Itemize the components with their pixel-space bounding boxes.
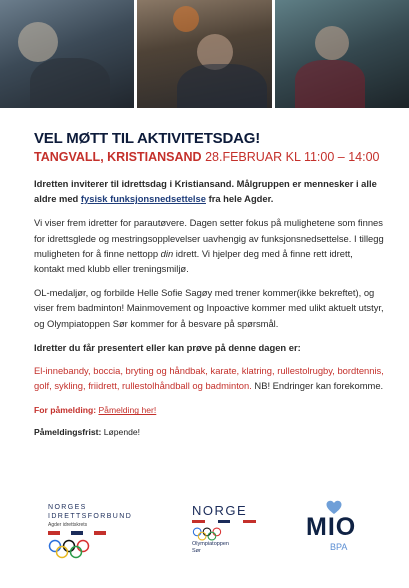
nif-logo: NORGES IDRETTSFORBUND Agder idrettskrets <box>48 504 138 564</box>
photo-wheelchair-rugby <box>275 0 409 108</box>
photo-basketball-player <box>137 0 271 108</box>
sports-list: El-innebandy, boccia, bryting og håndbak, karate, klatring, rullestolrugby, bordtennis, golf, sykling, friidrett, rullestolhåndball og badminton. NB! Endringer kan forekomme. <box>34 365 384 392</box>
event-date: 28.FEBRUAR KL 11:00 – 14:00 <box>201 150 380 164</box>
changes-note: NB! Endringer kan forekomme. <box>251 380 384 392</box>
norwegian-flag-stripe <box>48 531 106 535</box>
guests-paragraph: OL-medaljør, og forbilde Helle Sofie Sagøy med trener kommer(ikke bekreftet), og viser frem badminton! Mainmovement og Inpoactive kommer med ulikt aktuelt utstyr, og Olympiatoppen Sør kommer for å besvare på spørsmål. <box>34 287 384 329</box>
norwegian-flag-stripe <box>192 520 256 523</box>
intro-paragraph: Idretten inviterer til idrettsdag i Kristiansand. Målgruppen er mennesker i alle aldre med fysisk funksjonsnedsettelse fra hele Agder. <box>34 178 377 205</box>
mio-bpa-logo: MIO BPA <box>300 500 378 572</box>
signup-link[interactable]: Påmelding her! <box>98 405 157 416</box>
event-location-date <box>34 149 384 166</box>
target-group-highlight: fysisk funksjonsnedsettelse <box>80 193 206 205</box>
photo-wheelchair-athlete <box>0 0 134 108</box>
olympiatoppen-logo: NORGE Olympiatoppen Sør <box>192 504 262 564</box>
deadline-line: Påmeldingsfrist: Løpende! <box>34 427 141 438</box>
olympic-rings-icon <box>48 539 90 559</box>
signup-line: For påmelding: Påmelding her! <box>34 405 157 416</box>
olympic-rings-icon <box>192 527 222 541</box>
page-title: VEL MØTT TIL AKTIVITETSDAG! <box>34 130 260 147</box>
header-photos <box>0 0 409 108</box>
description-paragraph: Vi viser frem idretter for parautøvere. Dagen setter fokus på mulighetene som finnes for idrettsglede og mestringsopplevelser uavhengig av funksjonsnedsettelse. I tillegg muligheten for å finne nettopp din idrett. Vi hjelper deg med å finne rett idrett, kontakt med klubb eller treningsmiljø. <box>34 217 384 275</box>
sports-heading: Idretter du får presentert eller kan prøve på denne dagen er: <box>34 341 301 353</box>
event-location: TANGVALL, KRISTIANSAND <box>34 150 202 164</box>
flyer-content <box>34 130 384 439</box>
sponsor-logos <box>0 500 409 580</box>
